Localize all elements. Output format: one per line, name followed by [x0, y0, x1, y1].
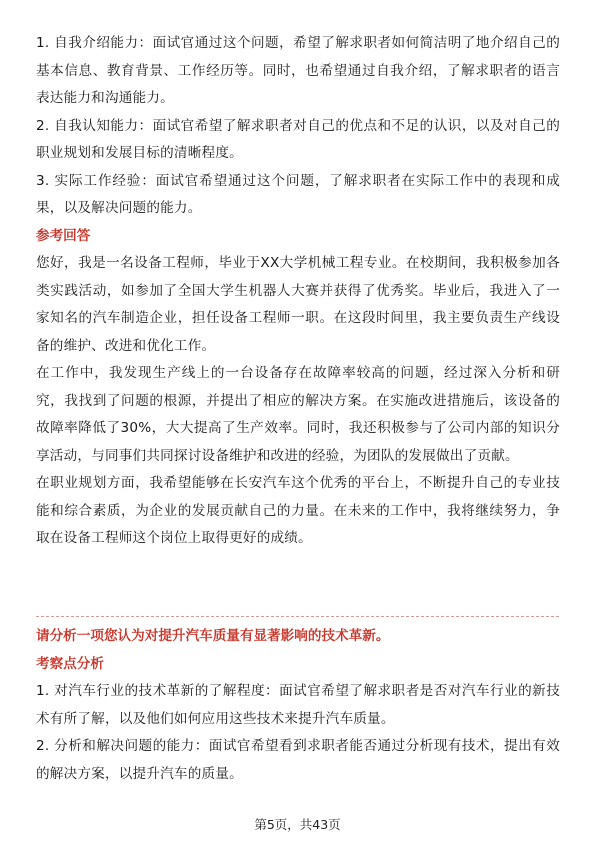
- analysis-item-3: 3. 实际工作经验：面试官希望通过这个问题，了解求职者在实际工作中的表现和成果，以及解决问题的能力。: [36, 172, 560, 216]
- analysis-heading: 考察点分析: [36, 655, 104, 672]
- analysis-item-2: 2. 自我认知能力：面试官希望了解求职者对自己的优点和不足的认识，以及对自己的职业规划和发展目标的清晰程度。: [36, 117, 560, 161]
- reference-answer-heading: 参考回答: [36, 227, 91, 244]
- question-analysis-item-2: 2. 分析和解决问题的能力：面试官希望看到求职者能否通过分析现有技术，提出有效的解决方案，以提升汽车的质量。: [36, 738, 560, 782]
- page-number: 第5页，共43页: [254, 817, 341, 832]
- section-next-question: [36, 623, 560, 788]
- question-title: 请分析一项您认为对提升汽车质量有显著影响的技术革新。: [36, 628, 390, 644]
- analysis-item-1: 1. 自我介绍能力：面试官通过这个问题，希望了解求职者如何简洁明了地介绍自己的基本信息、教育背景、工作经历等。同时，也希望通过自我介绍，了解求职者的语言表达能力和沟通能力。: [36, 35, 560, 106]
- section-interview-analysis-continued: [36, 30, 560, 553]
- answer-paragraph-2: 在工作中，我发现生产线上的一台设备存在故障率较高的问题，经过深入分析和研究，我找到了问题的根源，并提出了相应的解决方案。在实施改进措施后，该设备的故障率降低了30%，大大提高了生产效率。同时，我还积极参与了公司内部的知识分享活动，与同事们共同探讨设备维护和改进的经验，为团队的发展做出了贡献。: [36, 365, 560, 464]
- answer-paragraph-3: 在职业规划方面，我希望能够在长安汽车这个优秀的平台上，不断提升自己的专业技能和综合素质，为企业的发展贡献自己的力量。在未来的工作中，我将继续努力，争取在设备工程师这个岗位上取得更好的成绩。: [36, 475, 560, 546]
- answer-paragraph-1: 您好，我是一名设备工程师，毕业于XX大学机械工程专业。在校期间，我积极参加各类实践活动，如参加了全国大学生机器人大赛并获得了优秀奖。毕业后，我进入了一家知名的汽车制造企业，担任设备工程师一职。在这段时间里，我主要负责生产线设备的维护、改进和优化工作。: [36, 255, 560, 354]
- section-divider: [36, 616, 559, 617]
- question-analysis-item-1: 1. 对汽车行业的技术革新的了解程度：面试官希望了解求职者是否对汽车行业的新技术有所了解，以及他们如何应用这些技术来提升汽车质量。: [36, 683, 560, 727]
